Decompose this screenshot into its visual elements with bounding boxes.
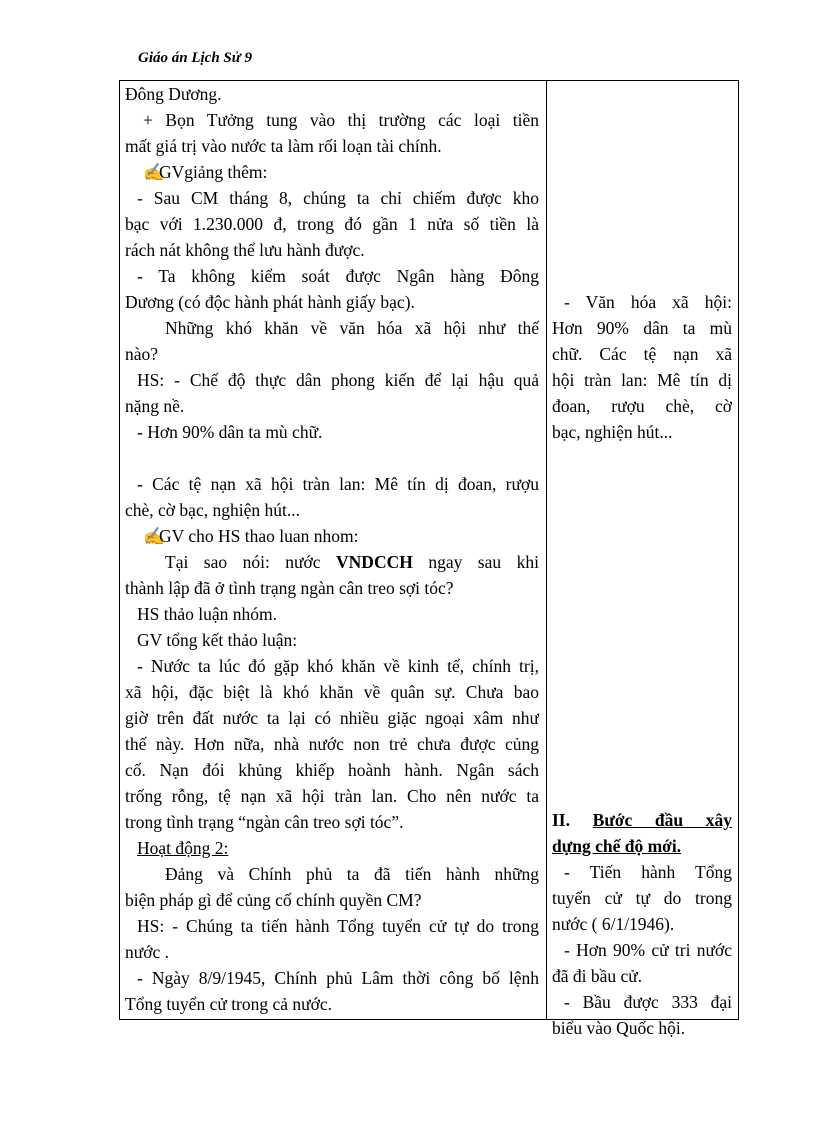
text-line: ✍GVgiảng thêm: [125, 159, 539, 185]
text-line: thế này. Hơn nữa, nhà nước non trẻ chưa được củng [125, 734, 539, 754]
section-heading: dựng chế độ mới. [552, 836, 682, 856]
text-line: Dương (có độc hành phát hành giấy bạc). [125, 292, 415, 312]
text-line: - Nước ta lúc đó gặp khó khăn về kinh tế, chính trị, [137, 656, 539, 676]
text-line: Đông Dương. [125, 84, 222, 104]
text-line: ✍GV cho HS thao luan nhom: [125, 523, 539, 549]
question-line: biện pháp gì để củng cố chính quyền CM? [125, 890, 422, 910]
pen-icon: ✍ [143, 526, 165, 546]
question-line: Tại sao nói: nước VNDCCH ngay sau khi [165, 552, 539, 572]
content-line: - Tiến hành Tổng [564, 862, 732, 882]
lesson-table [119, 80, 739, 1038]
text-line: HS: - Chế độ thực dân phong kiến để lại hậu quả [137, 370, 539, 390]
question-line: Những khó khăn về văn hóa xã hội như thế [165, 318, 539, 338]
text-line: + Bọn Tưởng tung vào thị trường các loại tiền [143, 110, 539, 130]
text-line: rách nát không thể lưu hành được. [125, 240, 365, 260]
text-line: cố. Nạn đói khủng khiếp hoành hành. Ngân sách [125, 760, 539, 780]
spacer [125, 445, 539, 471]
text-line: xã hội, đặc biệt là khó khăn về quân sự. Chưa bao [125, 682, 539, 702]
text-line: HS thảo luận nhóm. [137, 604, 277, 624]
content-line: - Bầu được 333 đại [564, 992, 732, 1012]
column-divider [546, 81, 547, 1019]
content-line: chữ. Các tệ nạn xã [552, 344, 732, 364]
text-line: - Các tệ nạn xã hội tràn lan: Mê tín dị đoan, rượu [137, 474, 539, 494]
question-line: Đảng và Chính phủ ta đã tiến hành những [165, 864, 539, 884]
content-line: tuyển cử tự do trong [552, 888, 732, 908]
text-line: - Hơn 90% dân ta mù chữ. [137, 422, 323, 442]
text-line: trong tình trạng “ngàn cân treo sợi tóc”. [125, 812, 404, 832]
question-line: thành lập đã ở tình trạng ngàn cân treo sợi tóc? [125, 578, 454, 598]
spacer [552, 445, 732, 807]
content-line: đã đi bầu cử. [552, 966, 643, 986]
text-line: giờ trên đất nước ta lại có nhiều giặc ngoại xâm như [125, 708, 539, 728]
content-column [552, 81, 732, 1041]
text-line: - Ngày 8/9/1945, Chính phủ Lâm thời công bố lệnh [137, 968, 539, 988]
content-line: Hơn 90% dân ta mù [552, 318, 732, 338]
text-line: - Sau CM tháng 8, chúng ta chỉ chiếm được kho [137, 188, 539, 208]
activities-column [125, 81, 539, 1017]
text-line: HS: - Chúng ta tiến hành Tổng tuyển cử tự do trong [137, 916, 539, 936]
text-line: GV tổng kết thảo luận: [137, 630, 298, 650]
page-header: Giáo án Lịch Sử 9 [138, 50, 253, 66]
section-heading: II. Bước đầu xây [552, 810, 732, 830]
question-line: nào? [125, 344, 159, 364]
text-line: bạc với 1.230.000 đ, trong đó gần 1 nửa số tiền là [125, 214, 539, 234]
content-line: - Hơn 90% cử tri nước [564, 940, 732, 960]
content-line: bạc, nghiện hút... [552, 422, 673, 442]
text-line: trống rỗng, tệ nạn xã hội tràn lan. Cho nên nước ta [125, 786, 539, 806]
content-line: hội tràn lan: Mê tín dị [552, 370, 732, 390]
text-line: nước . [125, 942, 170, 962]
text-line: nặng nề. [125, 396, 185, 416]
content-line: biểu vào Quốc hội. [552, 1018, 686, 1038]
text-line: - Ta không kiểm soát được Ngân hàng Đông [137, 266, 539, 286]
content-line: - Văn hóa xã hội: [564, 292, 732, 312]
text-line: mất giá trị vào nước ta làm rối loạn tài chính. [125, 136, 442, 156]
content-line: nước ( 6/1/1946). [552, 914, 675, 934]
activity-heading: Hoạt động 2: [137, 838, 229, 858]
pen-icon: ✍ [143, 162, 165, 182]
content-line: đoan, rượu chè, cờ [552, 396, 732, 416]
text-line: chè, cờ bạc, nghiện hút... [125, 500, 300, 520]
text-line: Tổng tuyển cử trong cả nước. [125, 994, 333, 1014]
spacer [552, 81, 732, 289]
